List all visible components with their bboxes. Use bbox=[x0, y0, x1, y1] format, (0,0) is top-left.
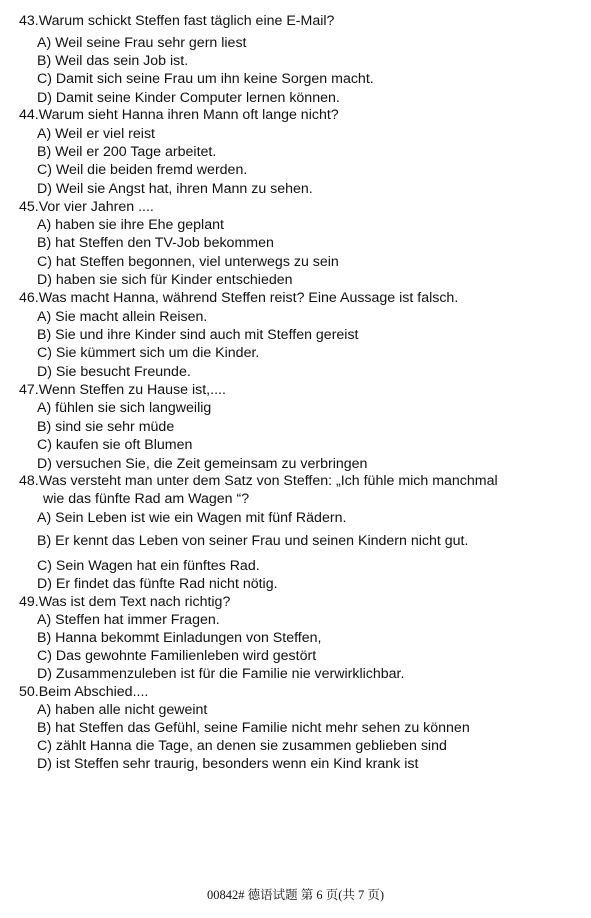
option-a: A) Sie macht allein Reisen. bbox=[37, 309, 208, 325]
option-b: B) Er kennt das Leben von seiner Frau und seinen Kindern nicht gut. bbox=[37, 533, 469, 549]
question-stem-continuation: wie das fünfte Rad am Wagen “? bbox=[43, 491, 250, 507]
option-d: D) versuchen Sie, die Zeit gemeinsam zu verbringen bbox=[37, 456, 368, 472]
option-d: D) Zusammenzuleben ist für die Familie nie verwirklichbar. bbox=[37, 666, 405, 682]
option-b: B) hat Steffen den TV-Job bekommen bbox=[37, 235, 274, 251]
question-stem: 48.Was versteht man unter dem Satz von Steffen: „Ich fühle mich manchmal bbox=[19, 473, 498, 489]
option-c: C) Das gewohnte Familienleben wird gestört bbox=[37, 648, 317, 664]
page-footer: 00842# 德语试题 第 6 页(共 7 页) bbox=[206, 888, 385, 902]
option-c: C) Weil die beiden fremd werden. bbox=[37, 162, 248, 178]
option-d: D) ist Steffen sehr traurig, besonders wenn ein Kind krank ist bbox=[37, 756, 419, 772]
option-a: A) Weil seine Frau sehr gern liest bbox=[37, 35, 247, 51]
option-a: A) haben sie ihre Ehe geplant bbox=[37, 217, 224, 233]
option-c: C) Damit sich seine Frau um ihn keine Sorgen macht. bbox=[37, 71, 374, 87]
option-d: D) Sie besucht Freunde. bbox=[37, 364, 191, 380]
question-stem: 47.Wenn Steffen zu Hause ist,.... bbox=[19, 382, 226, 398]
option-d: D) Er findet das fünfte Rad nicht nötig. bbox=[37, 576, 278, 592]
option-b: B) Weil das sein Job ist. bbox=[37, 53, 189, 69]
option-b: B) Sie und ihre Kinder sind auch mit Steffen gereist bbox=[37, 327, 359, 343]
option-c: C) Sein Wagen hat ein fünftes Rad. bbox=[37, 558, 260, 574]
option-c: C) hat Steffen begonnen, viel unterwegs zu sein bbox=[37, 254, 339, 270]
option-a: A) Sein Leben ist wie ein Wagen mit fünf Rädern. bbox=[37, 510, 347, 526]
option-c: C) Sie kümmert sich um die Kinder. bbox=[37, 345, 260, 361]
option-b: B) sind sie sehr müde bbox=[37, 419, 175, 435]
option-b: B) hat Steffen das Gefühl, seine Familie nicht mehr sehen zu können bbox=[37, 720, 470, 736]
question-stem: 43.Warum schickt Steffen fast täglich eine E-Mail? bbox=[19, 13, 335, 29]
option-c: C) kaufen sie oft Blumen bbox=[37, 437, 193, 453]
option-d: D) Damit seine Kinder Computer lernen können. bbox=[37, 90, 340, 106]
option-d: D) Weil sie Angst hat, ihren Mann zu sehen. bbox=[37, 181, 313, 197]
option-a: A) Steffen hat immer Fragen. bbox=[37, 612, 220, 628]
question-stem: 49.Was ist dem Text nach richtig? bbox=[19, 594, 231, 610]
option-b: B) Weil er 200 Tage arbeitet. bbox=[37, 144, 217, 160]
question-stem: 44.Warum sieht Hanna ihren Mann oft lange nicht? bbox=[19, 107, 339, 123]
question-stem: 50.Beim Abschied.... bbox=[19, 684, 149, 700]
option-a: A) fühlen sie sich langweilig bbox=[37, 400, 212, 416]
option-b: B) Hanna bekommt Einladungen von Steffen, bbox=[37, 630, 322, 646]
option-c: C) zählt Hanna die Tage, an denen sie zusammen geblieben sind bbox=[37, 738, 447, 754]
question-stem: 46.Was macht Hanna, während Steffen reist? Eine Aussage ist falsch. bbox=[19, 290, 459, 306]
option-a: A) Weil er viel reist bbox=[37, 126, 155, 142]
option-a: A) haben alle nicht geweint bbox=[37, 702, 208, 718]
option-d: D) haben sie sich für Kinder entschieden bbox=[37, 272, 293, 288]
question-stem: 45.Vor vier Jahren .... bbox=[19, 199, 154, 215]
